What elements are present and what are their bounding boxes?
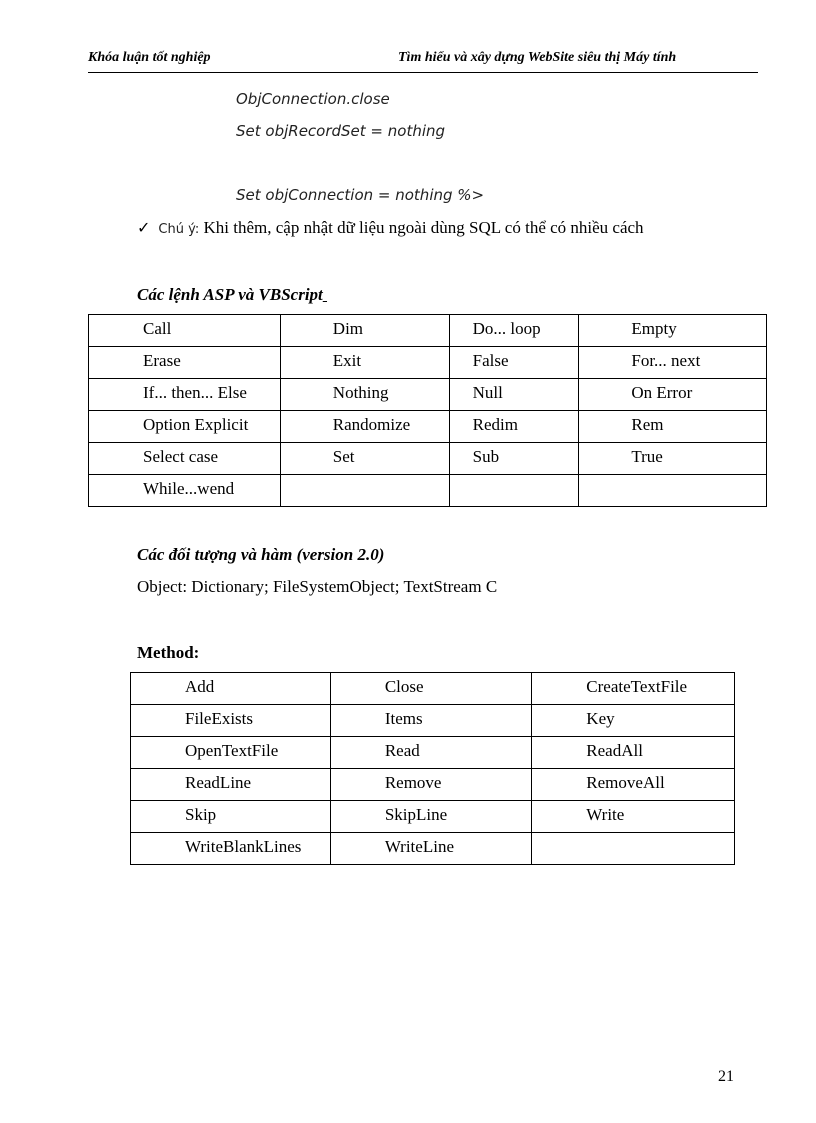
page-number: 21 — [718, 1068, 734, 1085]
table-cell — [449, 475, 579, 507]
table-cell: Randomize — [280, 411, 449, 443]
table-cell: ReadAll — [532, 737, 735, 769]
table-row — [89, 379, 767, 411]
table-cell: ReadLine — [131, 769, 331, 801]
table-cell: WriteBlankLines — [131, 833, 331, 865]
methods-title: Method: — [137, 643, 200, 662]
note-text: Khi thêm, cập nhật dữ liệu ngoài dùng SQL có thể có nhiều cách — [203, 218, 644, 237]
table-cell: SkipLine — [330, 801, 531, 833]
header-right: Tìm hiểu và xây dựng WebSite siêu thị Máy tính — [398, 50, 677, 65]
table-cell: WriteLine — [330, 833, 531, 865]
note-label: Chú ý: — [158, 222, 200, 237]
keywords-table — [88, 314, 767, 507]
keywords-title: Các lệnh ASP và VBScript — [137, 285, 323, 304]
table-row — [89, 315, 767, 347]
table-row — [89, 411, 767, 443]
code-line-3: Set objConnection = nothing %> — [236, 186, 485, 204]
table-cell: Dim — [280, 315, 449, 347]
table-cell: RemoveAll — [532, 769, 735, 801]
table-cell: Remove — [330, 769, 531, 801]
check-icon: ✓ — [137, 220, 151, 237]
table-cell: Rem — [579, 411, 767, 443]
table-cell: Read — [330, 737, 531, 769]
table-cell: Do... loop — [449, 315, 579, 347]
table-cell — [280, 475, 449, 507]
table-row — [89, 443, 767, 475]
table-row — [89, 475, 767, 507]
table-cell: False — [449, 347, 579, 379]
header-left: Khóa luận tốt nghiệp — [88, 50, 211, 65]
table-cell: Close — [330, 673, 531, 705]
table-cell: Option Explicit — [89, 411, 281, 443]
objects-title: Các đối tượng và hàm (version 2.0) — [137, 545, 385, 564]
table-cell: Write — [532, 801, 735, 833]
table-row — [131, 801, 735, 833]
table-cell: Redim — [449, 411, 579, 443]
table-cell: Items — [330, 705, 531, 737]
note — [137, 218, 644, 238]
methods-table — [130, 672, 735, 865]
table-cell: Key — [532, 705, 735, 737]
table-cell: OpenTextFile — [131, 737, 331, 769]
table-cell: Call — [89, 315, 281, 347]
table-cell — [532, 833, 735, 865]
objects-line: Object: Dictionary; FileSystemObject; TextStream C — [137, 577, 498, 596]
table-cell: Select case — [89, 443, 281, 475]
table-row — [131, 737, 735, 769]
table-row — [131, 673, 735, 705]
table-cell: Exit — [280, 347, 449, 379]
page-header — [88, 50, 758, 73]
table-row — [131, 705, 735, 737]
table-cell: On Error — [579, 379, 767, 411]
table-cell: If... then... Else — [89, 379, 281, 411]
table-cell: Null — [449, 379, 579, 411]
table-cell: Add — [131, 673, 331, 705]
code-line-2: Set objRecordSet = nothing — [236, 122, 446, 140]
table-cell: Nothing — [280, 379, 449, 411]
table-cell: Set — [280, 443, 449, 475]
table-cell — [579, 475, 767, 507]
table-cell: True — [579, 443, 767, 475]
table-cell: Empty — [579, 315, 767, 347]
table-row — [131, 833, 735, 865]
code-line-1: ObjConnection.close — [236, 90, 390, 108]
table-cell: Skip — [131, 801, 331, 833]
table-cell: Sub — [449, 443, 579, 475]
table-cell: For... next — [579, 347, 767, 379]
table-row — [131, 769, 735, 801]
table-row — [89, 347, 767, 379]
table-cell: FileExists — [131, 705, 331, 737]
table-cell: Erase — [89, 347, 281, 379]
table-cell: CreateTextFile — [532, 673, 735, 705]
table-cell: While...wend — [89, 475, 281, 507]
